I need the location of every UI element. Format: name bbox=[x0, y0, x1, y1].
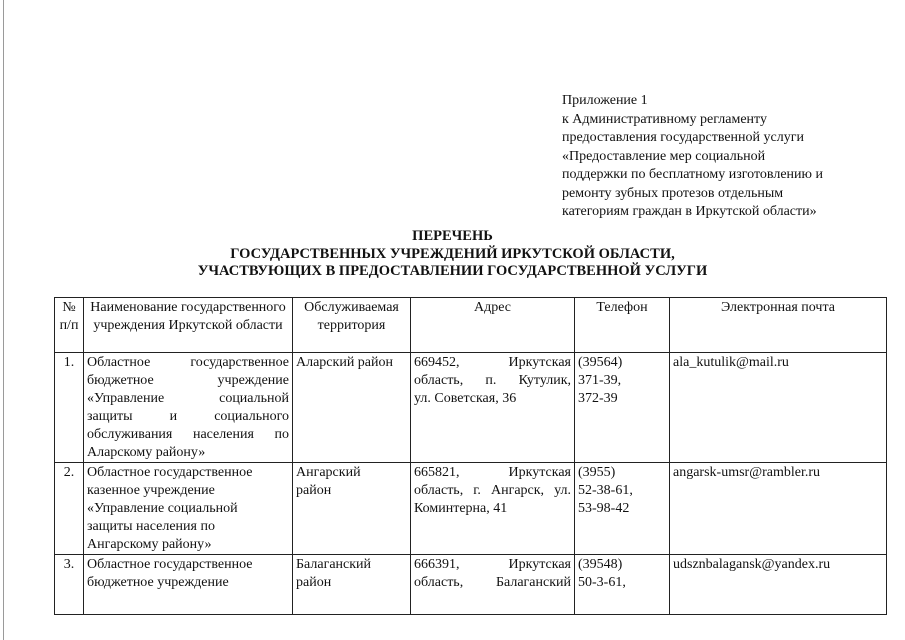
appendix-line: поддержки по бесплатному изготовлению и bbox=[562, 167, 823, 182]
address: 666391, Иркутская область, Балаганский bbox=[411, 555, 575, 615]
phone: (39548) 50-3-61, bbox=[575, 555, 670, 615]
header-num: № п/п bbox=[55, 298, 84, 353]
email: udsznbalagansk@yandex.ru bbox=[670, 555, 887, 615]
header-address: Адрес bbox=[411, 298, 575, 353]
appendix-line: к Административному регламенту bbox=[562, 111, 767, 127]
territory: Балаганский район bbox=[293, 555, 411, 615]
email: angarsk-umsr@rambler.ru bbox=[670, 463, 887, 555]
page-edge-line bbox=[3, 0, 4, 640]
territory: Ангарский район bbox=[293, 463, 411, 555]
email: ala_kutulik@mail.ru bbox=[670, 353, 887, 463]
title-line: УЧАСТВУЮЩИХ В ПРЕДОСТАВЛЕНИИ ГОСУДАРСТВЕННОЙ УСЛУГИ bbox=[197, 263, 708, 279]
appendix-line: Приложение 1 bbox=[562, 93, 648, 108]
institution-name: Областное государственное бюджетное учреждение bbox=[84, 555, 293, 615]
appendix-line: ремонту зубных протезов отдельным bbox=[562, 185, 784, 201]
title-line: ПЕРЕЧЕНЬ bbox=[412, 228, 493, 244]
appendix-line: предоставления государственной услуги bbox=[562, 130, 804, 145]
row-num: 3. bbox=[55, 555, 84, 615]
institution-name: Областное государственное бюджетное учреждение «Управление социальной защиты и социального обслуживания населения по Аларскому району» bbox=[84, 353, 293, 463]
table-row bbox=[55, 555, 887, 615]
header-phone: Телефон bbox=[575, 298, 670, 353]
row-num: 2. bbox=[55, 463, 84, 555]
header-territory: Обслуживаемая территория bbox=[293, 298, 411, 353]
phone: (3955) 52-38-61, 53-98-42 bbox=[575, 463, 670, 555]
address: 669452, Иркутская область, п. Кутулик, ул. Советская, 36 bbox=[411, 353, 575, 463]
header-name: Наименование государственного учреждения Иркутской области bbox=[84, 298, 293, 353]
phone: (39564) 371-39, 372-39 bbox=[575, 353, 670, 463]
institution-name: Областное государственное казенное учреждение «Управление социальной защиты населения по Ангарскому району» bbox=[84, 463, 293, 555]
table-header-row bbox=[55, 298, 887, 353]
institutions-table bbox=[54, 297, 887, 615]
document-title bbox=[0, 228, 905, 281]
appendix-line: категориям граждан в Иркутской области» bbox=[562, 204, 817, 219]
header-email: Электронная почта bbox=[670, 298, 887, 353]
table-row bbox=[55, 353, 887, 463]
address: 665821, Иркутская область, г. Ангарск, ул. Коминтерна, 41 bbox=[411, 463, 575, 555]
title-line: ГОСУДАРСТВЕННЫХ УЧРЕЖДЕНИЙ ИРКУТСКОЙ ОБЛАСТИ, bbox=[230, 245, 675, 262]
row-num: 1. bbox=[55, 353, 84, 463]
territory: Аларский район bbox=[293, 353, 411, 463]
table-row bbox=[55, 463, 887, 555]
appendix-note bbox=[562, 92, 892, 222]
appendix-line: «Предоставление мер социальной bbox=[562, 148, 766, 164]
